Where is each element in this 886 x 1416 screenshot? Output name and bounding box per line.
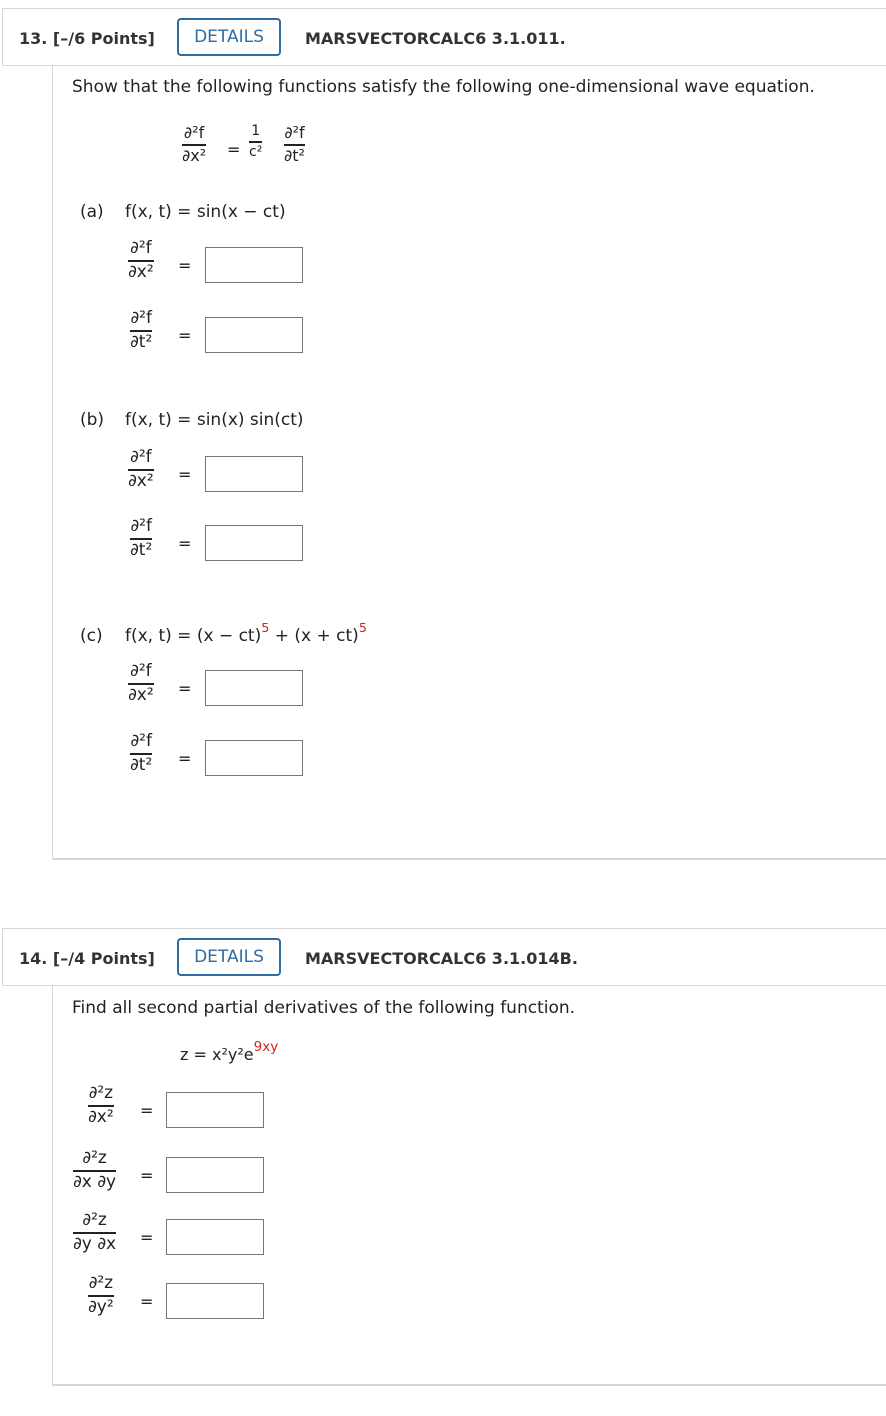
q14-dx2-input[interactable] xyxy=(166,1092,264,1128)
q14-header xyxy=(2,928,886,986)
q14-dxdy-equals: = xyxy=(140,1166,154,1185)
q14-dy2-equals: = xyxy=(140,1292,154,1311)
q13-header xyxy=(2,8,886,66)
q14-function xyxy=(180,1038,279,1064)
part-c-func-pre: f(x, t) = (x − ct) xyxy=(125,626,262,646)
part-c-function xyxy=(125,620,367,646)
part-a-label: (a) xyxy=(80,202,104,222)
q13-details-button[interactable]: DETAILS xyxy=(177,18,281,56)
part-b-label: (b) xyxy=(80,410,105,430)
part-c-dx2-fraction xyxy=(128,663,154,704)
part-b-dx2-input[interactable] xyxy=(205,456,303,492)
q14-code: MARSVECTORCALC6 3.1.014B. xyxy=(305,949,578,968)
q13-body xyxy=(52,66,886,860)
part-a-dx2-num: ∂²f xyxy=(130,238,152,258)
part-a-dx2-equals: = xyxy=(178,256,192,275)
q14-number: 14. [–/4 Points] xyxy=(19,949,155,968)
part-c-label: (c) xyxy=(80,626,103,646)
q14-details-button[interactable]: DETAILS xyxy=(177,938,281,976)
q14-dxdy-num: ∂²z xyxy=(82,1148,107,1168)
part-c-exp1: 5 xyxy=(261,620,270,636)
wave-c-num: 1 xyxy=(251,123,261,139)
part-a-function: f(x, t) = sin(x − ct) xyxy=(125,202,286,222)
wave-rhs-den: ∂t² xyxy=(284,145,305,165)
part-a-dt2-equals: = xyxy=(178,326,192,345)
q13-number: 13. [–/6 Points] xyxy=(19,29,155,48)
q14-dydx-input[interactable] xyxy=(166,1219,264,1255)
wave-c-fraction xyxy=(249,124,262,159)
wave-lhs-fraction xyxy=(182,125,206,164)
part-b-dt2-num: ∂²f xyxy=(130,516,152,536)
part-b-dt2-input[interactable] xyxy=(205,525,303,561)
q14-func-exp: 9xy xyxy=(253,1038,279,1055)
part-c-exp2: 5 xyxy=(358,620,367,636)
part-a-dx2-fraction xyxy=(128,240,154,281)
part-a-dt2-den: ∂t² xyxy=(130,331,153,352)
q14-dy2-den: ∂y² xyxy=(88,1296,114,1317)
part-b-dx2-equals: = xyxy=(178,465,192,484)
part-c-dx2-equals: = xyxy=(178,679,192,698)
q14-dx2-den: ∂x² xyxy=(88,1106,114,1127)
q14-dy2-fraction xyxy=(88,1275,114,1316)
wave-equals: = xyxy=(227,140,241,159)
part-c-dt2-den: ∂t² xyxy=(130,754,153,775)
part-a-dt2-fraction xyxy=(130,310,152,351)
part-c-dx2-num: ∂²f xyxy=(130,661,152,681)
wave-rhs-fraction xyxy=(284,125,305,164)
part-c-func-mid: + (x + ct) xyxy=(269,626,359,646)
part-b-dx2-fraction xyxy=(128,449,154,490)
q13-prompt: Show that the following functions satisfy the following one-dimensional wave equation. xyxy=(72,77,815,97)
part-a-dt2-num: ∂²f xyxy=(130,308,152,328)
part-c-dx2-den: ∂x² xyxy=(128,684,154,705)
q13-code: MARSVECTORCALC6 3.1.011. xyxy=(305,29,566,48)
q14-dx2-fraction xyxy=(88,1085,114,1126)
q14-dydx-equals: = xyxy=(140,1228,154,1247)
q14-dydx-den: ∂y ∂x xyxy=(73,1233,117,1254)
part-c-dt2-num: ∂²f xyxy=(130,731,152,751)
q14-dx2-equals: = xyxy=(140,1101,154,1120)
wave-lhs-num: ∂²f xyxy=(183,123,205,142)
q14-dy2-input[interactable] xyxy=(166,1283,264,1319)
part-b-dx2-num: ∂²f xyxy=(130,447,152,467)
q14-dxdy-den: ∂x ∂y xyxy=(73,1171,117,1192)
part-a-dx2-input[interactable] xyxy=(205,247,303,283)
part-c-dt2-fraction xyxy=(130,733,152,774)
q14-dxdy-input[interactable] xyxy=(166,1157,264,1193)
q14-dx2-num: ∂²z xyxy=(88,1083,114,1103)
part-a-dt2-input[interactable] xyxy=(205,317,303,353)
part-c-dt2-equals: = xyxy=(178,749,192,768)
part-b-dt2-equals: = xyxy=(178,534,192,553)
q14-dy2-num: ∂²z xyxy=(88,1273,114,1293)
part-b-dx2-den: ∂x² xyxy=(128,470,154,491)
part-b-dt2-den: ∂t² xyxy=(130,539,153,560)
wave-lhs-den: ∂x² xyxy=(182,145,207,165)
part-b-dt2-fraction xyxy=(130,518,152,559)
part-c-dx2-input[interactable] xyxy=(205,670,303,706)
q14-dydx-fraction xyxy=(73,1212,116,1253)
part-c-dt2-input[interactable] xyxy=(205,740,303,776)
wave-c-den: c² xyxy=(249,143,263,160)
q14-func-pre: z = x²y²e xyxy=(180,1045,254,1064)
q14-dxdy-fraction xyxy=(73,1150,116,1191)
part-a-dx2-den: ∂x² xyxy=(128,261,154,282)
part-b-function: f(x, t) = sin(x) sin(ct) xyxy=(125,410,304,430)
q14-dydx-num: ∂²z xyxy=(82,1210,107,1230)
q14-prompt: Find all second partial derivatives of the following function. xyxy=(72,998,576,1018)
wave-rhs-num: ∂²f xyxy=(284,123,305,142)
